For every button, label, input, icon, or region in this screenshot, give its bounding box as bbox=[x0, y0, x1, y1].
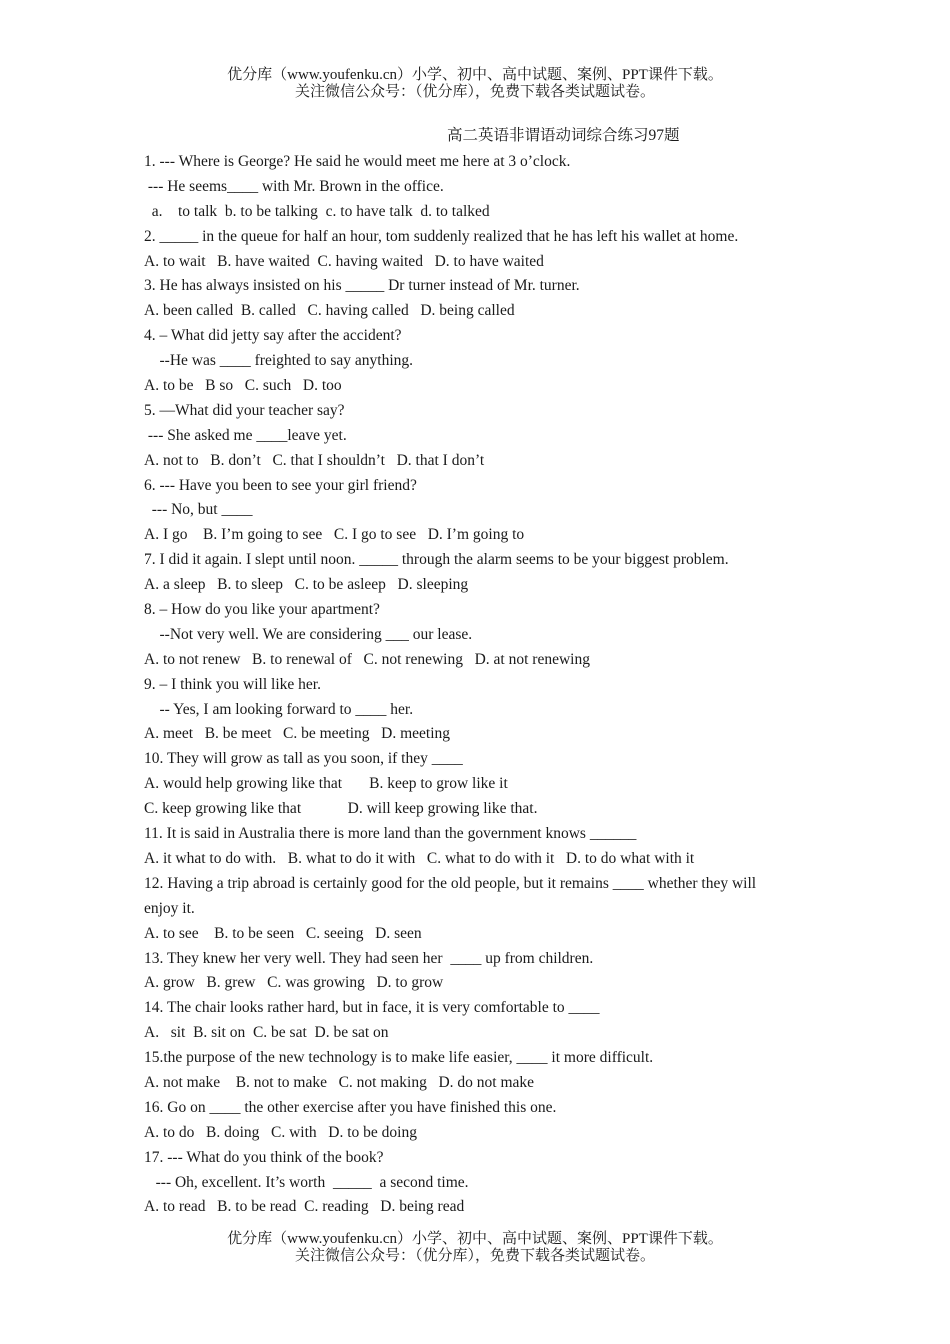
text-line: a. to talk b. to be talking c. to have talk d. to talked bbox=[144, 202, 490, 220]
text-line: 12. Having a trip abroad is certainly good for the old people, but it remains ____ whether they will bbox=[144, 874, 757, 892]
text-line: 6. --- Have you been to see your girl friend? bbox=[144, 476, 417, 494]
text-line: --- He seems____ with Mr. Brown in the office. bbox=[144, 177, 444, 195]
footer-line-2: 关注微信公众号：（优分库），免费下载各类试题试卷。 bbox=[294, 1248, 655, 1264]
text-line: 15.the purpose of the new technology is to make life easier, ____ it more difficult. bbox=[144, 1049, 654, 1067]
text-line: A. would help growing like that B. keep to grow like it bbox=[144, 775, 508, 793]
text-line: 17. --- What do you think of the book? bbox=[144, 1148, 384, 1166]
text-line: A. to wait B. have waited C. having waited D. to have waited bbox=[144, 252, 544, 270]
text-line: 2. _____ in the queue for half an hour, tom suddenly realized that he has left his wallet at home. bbox=[144, 227, 739, 245]
page-footer bbox=[0, 1231, 950, 1265]
document-title: 高二英语非谓语动词综合练习97题 bbox=[447, 127, 680, 144]
text-line: 5. —What did your teacher say? bbox=[144, 401, 345, 419]
text-line: 10. They will grow as tall as you soon, if they ____ bbox=[144, 750, 463, 768]
text-line: 3. He has always insisted on his _____ Dr turner instead of Mr. turner. bbox=[144, 277, 580, 295]
document-body bbox=[144, 150, 824, 1220]
text-line: 1. --- Where is George? He said he would meet me here at 3 o’clock. bbox=[144, 153, 571, 170]
text-line: --- Oh, excellent. It’s worth _____ a second time. bbox=[144, 1173, 469, 1191]
text-line: A. not make B. not to make C. not making D. do not make bbox=[144, 1073, 535, 1091]
text-line: --Not very well. We are considering ___ our lease. bbox=[144, 625, 473, 643]
text-line: 16. Go on ____ the other exercise after you have finished this one. bbox=[144, 1098, 557, 1116]
text-line: A. to see B. to be seen C. seeing D. seen bbox=[144, 924, 422, 942]
page-header bbox=[0, 67, 950, 101]
text-line: A. been called B. called C. having called D. being called bbox=[144, 302, 515, 320]
text-line: --- She asked me ____leave yet. bbox=[144, 426, 347, 444]
text-line: A. grow B. grew C. was growing D. to grow bbox=[144, 974, 444, 992]
text-line: A. it what to do with. B. what to do it with C. what to do with it D. to do what with it bbox=[144, 849, 695, 867]
text-line: A. to do B. doing C. with D. to be doing bbox=[144, 1123, 417, 1141]
text-line: 7. I did it again. I slept until noon. _____ through the alarm seems to be your biggest problem. bbox=[144, 551, 729, 569]
text-line: 13. They knew her very well. They had seen her ____ up from children. bbox=[144, 949, 594, 967]
text-line: A. meet B. be meet C. be meeting D. meeting bbox=[144, 725, 451, 743]
text-line: A. a sleep B. to sleep C. to be asleep D. sleeping bbox=[144, 576, 469, 594]
text-line: C. keep growing like that D. will keep growing like that. bbox=[144, 800, 538, 818]
text-line: 11. It is said in Australia there is more land than the government knows ______ bbox=[144, 825, 637, 843]
header-line-1: 优分库（www.youfenku.cn）小学、初中、高中试题、案例、PPT课件下载。 bbox=[227, 67, 723, 83]
text-line: --- No, but ____ bbox=[144, 501, 253, 519]
text-line: A. not to B. don’t C. that I shouldn’t D. that I don’t bbox=[144, 451, 485, 469]
text-line: A. sit B. sit on C. be sat D. be sat on bbox=[144, 1024, 389, 1042]
footer-line-1: 优分库（www.youfenku.cn）小学、初中、高中试题、案例、PPT课件下载。 bbox=[227, 1231, 723, 1247]
text-line: enjoy it. bbox=[144, 899, 195, 917]
text-line: A. to be B so C. such D. too bbox=[144, 377, 342, 395]
header-line-2: 关注微信公众号：（优分库），免费下载各类试题试卷。 bbox=[294, 84, 655, 100]
text-line: -- Yes, I am looking forward to ____ her. bbox=[144, 700, 414, 718]
text-line: 14. The chair looks rather hard, but in face, it is very comfortable to ____ bbox=[144, 999, 600, 1017]
text-line: A. to not renew B. to renewal of C. not renewing D. at not renewing bbox=[144, 650, 590, 668]
text-line: --He was ____ freighted to say anything. bbox=[144, 352, 414, 370]
text-line: A. to read B. to be read C. reading D. being read bbox=[144, 1198, 465, 1216]
text-line: 4. – What did jetty say after the accident? bbox=[144, 327, 402, 345]
text-line: 8. – How do you like your apartment? bbox=[144, 601, 380, 619]
text-line: A. I go B. I’m going to see C. I go to see D. I’m going to bbox=[144, 526, 525, 544]
text-line: 9. – I think you will like her. bbox=[144, 675, 321, 693]
